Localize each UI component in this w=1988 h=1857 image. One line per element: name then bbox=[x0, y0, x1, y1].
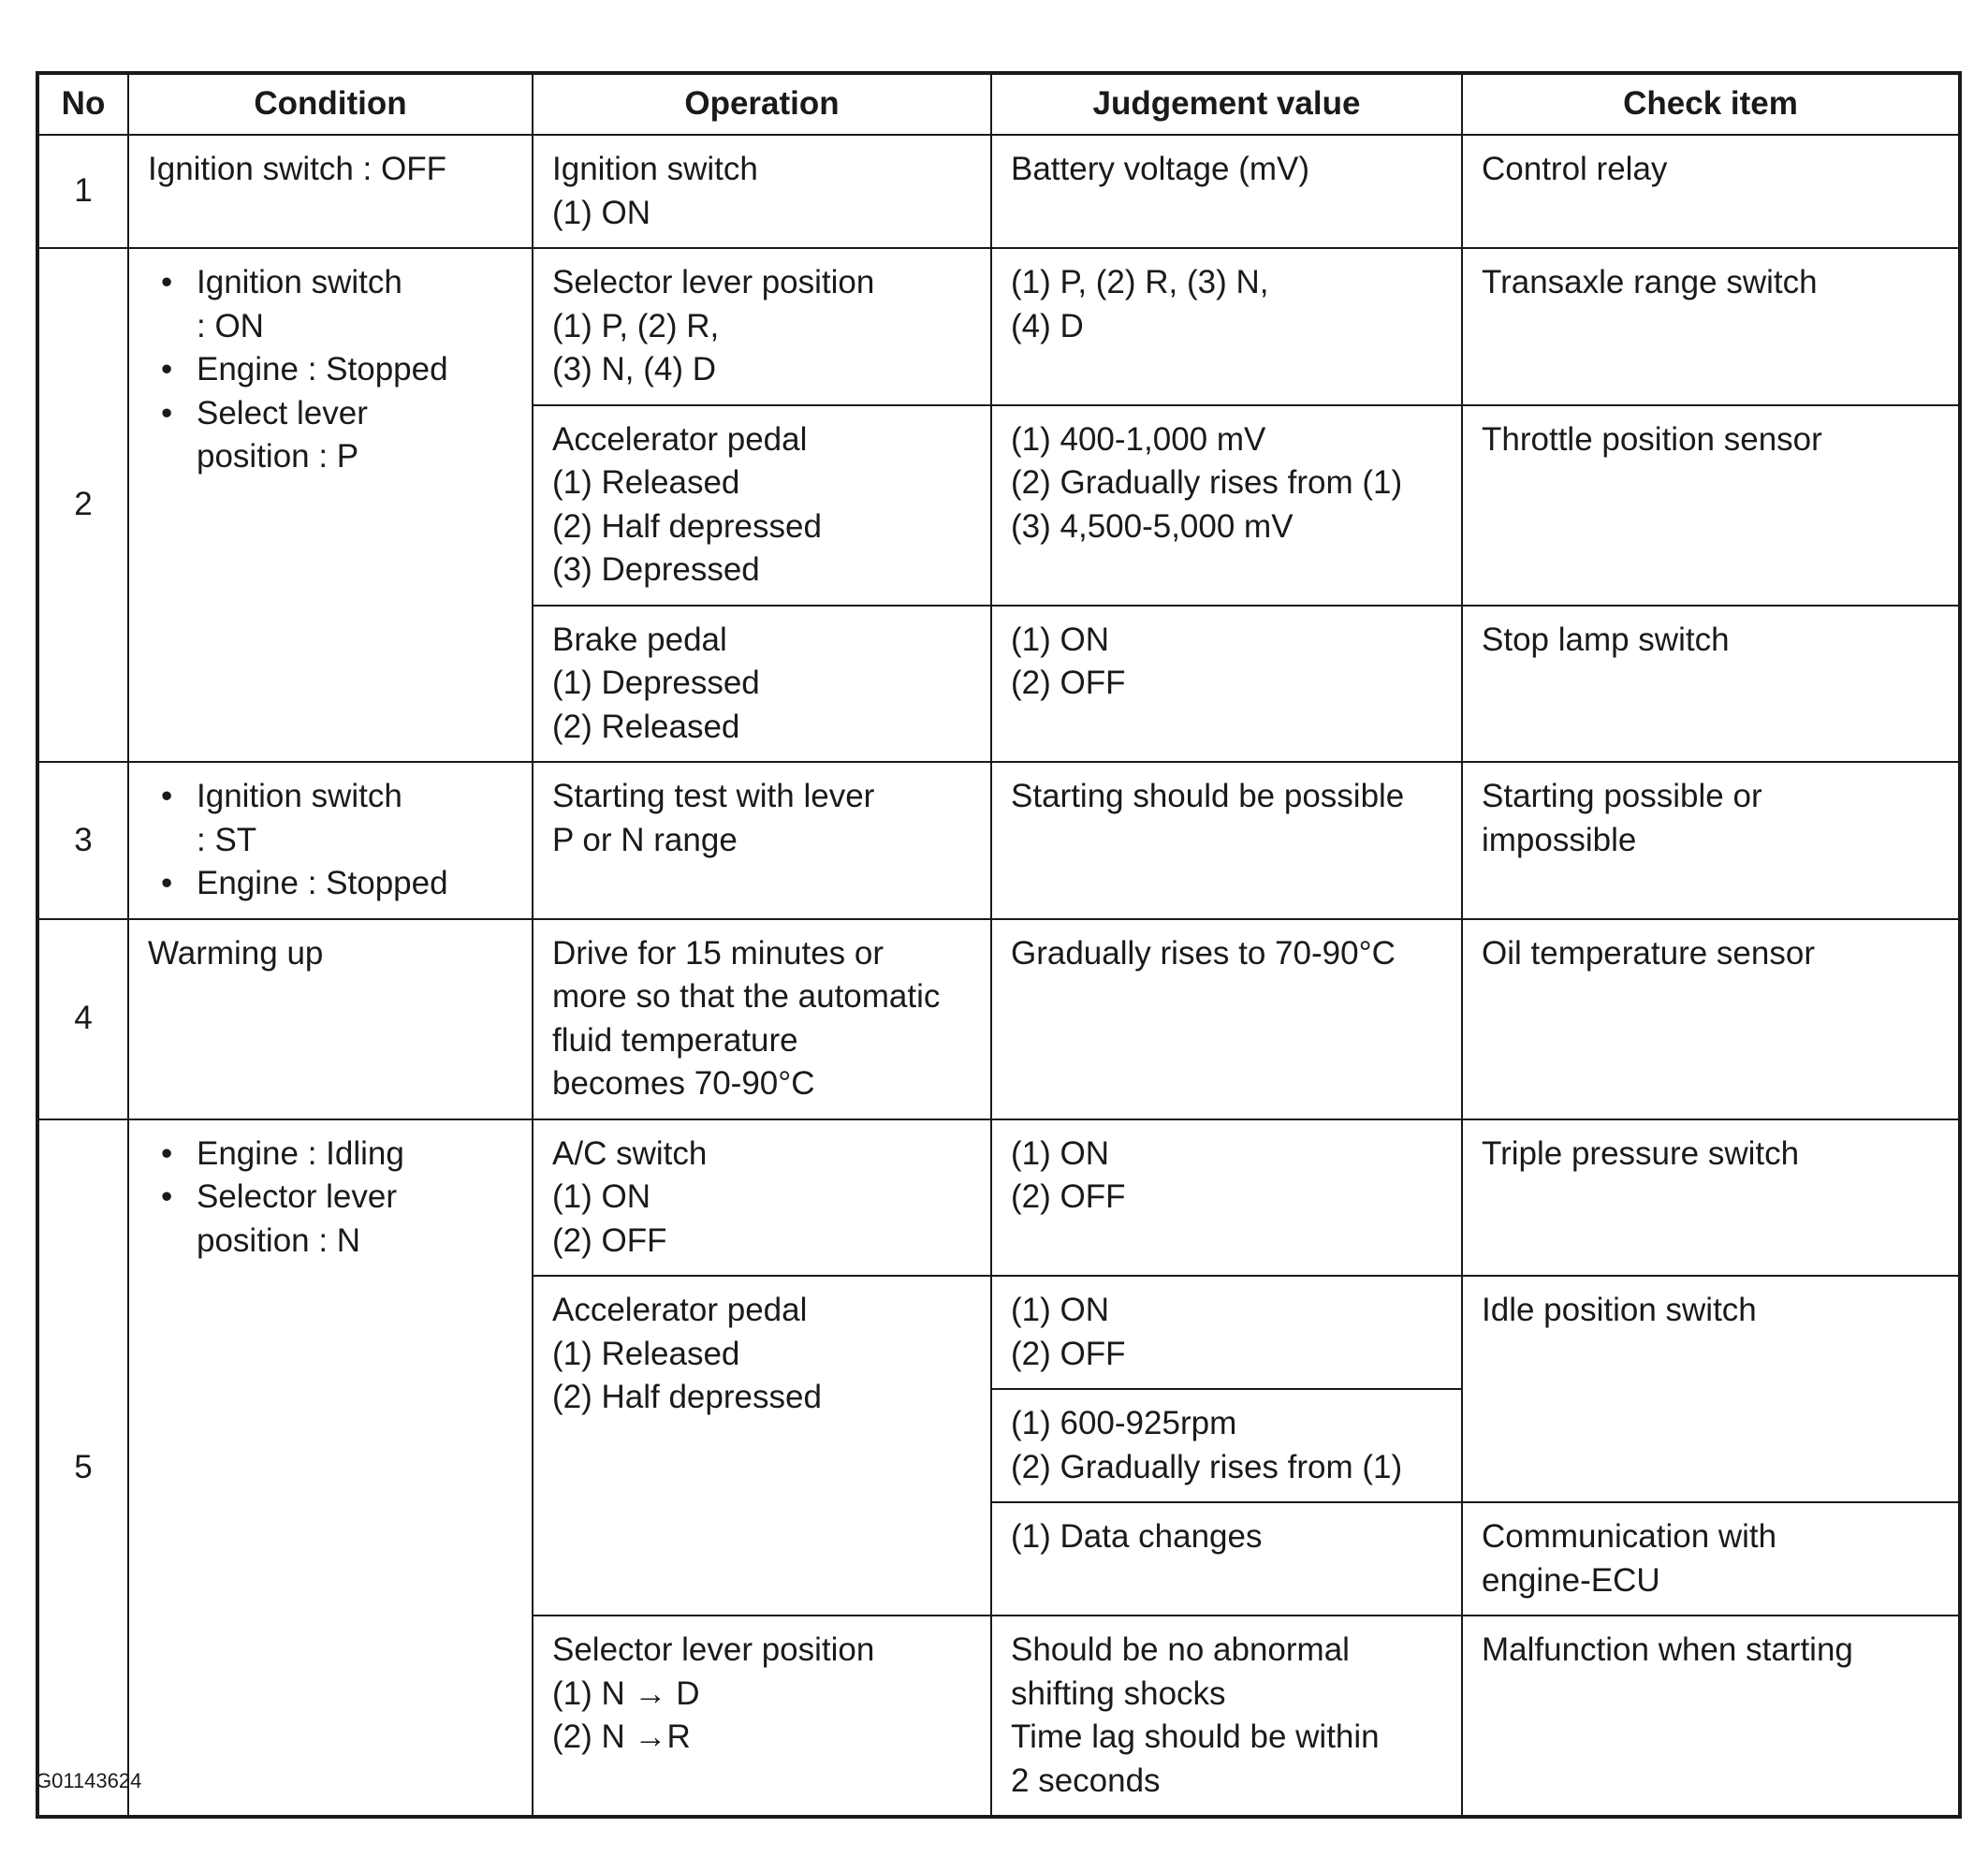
condition-list bbox=[148, 775, 515, 906]
condition-cell bbox=[128, 1119, 533, 1818]
condition-cell bbox=[128, 135, 533, 248]
judgement-text: Battery voltage (mV) bbox=[1011, 151, 1309, 187]
condition-cell: Warming up bbox=[128, 919, 533, 1119]
check-item-cell: Starting possible or impossible bbox=[1462, 762, 1960, 919]
column-header-condition: Condition bbox=[128, 73, 533, 135]
condition-item: • Ignition switch : ON bbox=[197, 261, 515, 348]
operation-cell: A/C switch (1) ON (2) OFF bbox=[533, 1119, 991, 1277]
column-header-check-item: Check item bbox=[1462, 73, 1960, 135]
condition-item: • Engine : Stopped bbox=[197, 862, 515, 906]
condition-item: • Selector lever position : N bbox=[197, 1176, 515, 1263]
judgement-cell: Gradually rises to 70-90°C bbox=[991, 919, 1462, 1119]
condition-text: Ignition switch : OFF bbox=[148, 151, 446, 187]
column-header-judgement: Judgement value bbox=[991, 73, 1462, 135]
row-number: 3 bbox=[37, 762, 128, 919]
check-item-cell: Stop lamp switch bbox=[1462, 606, 1960, 763]
check-item-text: Control relay bbox=[1482, 151, 1668, 187]
table-row bbox=[37, 762, 1960, 919]
judgement-cell: (1) ON (2) OFF bbox=[991, 1119, 1462, 1277]
condition-item: • Engine : Stopped bbox=[197, 348, 515, 392]
operation-cell bbox=[533, 135, 991, 248]
column-header-no: No bbox=[37, 73, 128, 135]
table-row bbox=[37, 135, 1960, 248]
operation-cell: Starting test with lever P or N range bbox=[533, 762, 991, 919]
check-item-cell: Communication with engine-ECU bbox=[1462, 1502, 1960, 1616]
operation-text: Ignition switch bbox=[552, 151, 758, 187]
judgement-cell: (1) ON (2) OFF bbox=[991, 1276, 1462, 1389]
row-number: 4 bbox=[37, 919, 128, 1119]
judgement-cell: (1) ON (2) OFF bbox=[991, 606, 1462, 763]
judgement-cell bbox=[991, 135, 1462, 248]
judgement-cell: (1) Data changes bbox=[991, 1502, 1462, 1616]
table-row bbox=[37, 919, 1960, 1119]
condition-cell bbox=[128, 248, 533, 762]
judgement-cell: (1) P, (2) R, (3) N, (4) D bbox=[991, 248, 1462, 405]
operation-cell: Brake pedal (1) Depressed (2) Released bbox=[533, 606, 991, 763]
check-item-cell: Oil temperature sensor bbox=[1462, 919, 1960, 1119]
check-item-cell: Triple pressure switch bbox=[1462, 1119, 1960, 1277]
figure-code: G01143624 bbox=[36, 1769, 142, 1792]
column-header-operation: Operation bbox=[533, 73, 991, 135]
table-row bbox=[37, 248, 1960, 405]
condition-item: • Engine : Idling bbox=[197, 1133, 515, 1177]
check-item-cell: Throttle position sensor bbox=[1462, 405, 1960, 606]
row-number: 1 bbox=[37, 135, 128, 248]
judgement-cell: Should be no abnormal shifting shocks Time lag should be within 2 seconds bbox=[991, 1616, 1462, 1817]
judgement-cell: (1) 400-1,000 mV (2) Gradually rises from (1) (3) 4,500-5,000 mV bbox=[991, 405, 1462, 606]
operation-cell: Accelerator pedal (1) Released (2) Half depressed (3) Depressed bbox=[533, 405, 991, 606]
operation-cell: Selector lever position (1) P, (2) R, (3) N, (4) D bbox=[533, 248, 991, 405]
operation-text: (1) ON bbox=[552, 194, 650, 231]
condition-list bbox=[148, 261, 515, 479]
judgement-cell: Starting should be possible bbox=[991, 762, 1462, 919]
row-number: 5 bbox=[37, 1119, 128, 1818]
check-item-cell bbox=[1462, 135, 1960, 248]
operation-cell: Accelerator pedal (1) Released (2) Half depressed bbox=[533, 1276, 991, 1616]
check-item-cell: Transaxle range switch bbox=[1462, 248, 1960, 405]
condition-list bbox=[148, 1133, 515, 1264]
operation-cell: Drive for 15 minutes or more so that the automatic fluid temperature becomes 70-90°C bbox=[533, 919, 991, 1119]
check-item-cell: Malfunction when starting bbox=[1462, 1616, 1960, 1817]
header-row bbox=[37, 73, 1960, 135]
condition-item: • Ignition switch : ST bbox=[197, 775, 515, 862]
check-table-page bbox=[36, 71, 1958, 1819]
condition-item: • Select lever position : P bbox=[197, 392, 515, 479]
judgement-cell: (1) 600-925rpm (2) Gradually rises from (1) bbox=[991, 1389, 1462, 1502]
check-table bbox=[36, 71, 1962, 1819]
operation-cell: Selector lever position (1) N → D (2) N →R bbox=[533, 1616, 991, 1817]
row-number: 2 bbox=[37, 248, 128, 762]
condition-cell bbox=[128, 762, 533, 919]
check-item-cell: Idle position switch bbox=[1462, 1276, 1960, 1502]
table-row bbox=[37, 1119, 1960, 1277]
